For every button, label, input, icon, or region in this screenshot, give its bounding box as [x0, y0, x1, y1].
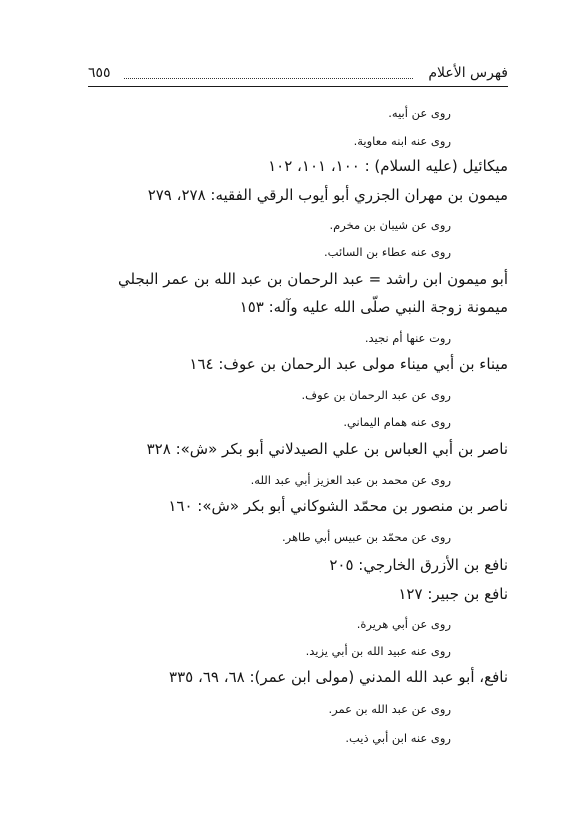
index-subline: روى عنه ابنه معاوية.: [353, 134, 451, 148]
header-title: فهرس الأعلام: [428, 65, 508, 81]
index-subline: روى عن محمد بن عبد العزيز أبي عبد الله.: [250, 473, 451, 487]
index-subline: روت عنها أم نجيد.: [364, 331, 451, 345]
index-subline: روى عن أبيه.: [388, 106, 451, 120]
index-subline: روى عن عبد الرحمان بن عوف.: [301, 388, 451, 402]
index-entry: ميمون بن مهران الجزري أبو أيوب الرقي الفقيه: ٢٧٨، ٢٧٩: [147, 186, 508, 204]
index-subline: روى عنه عبيد الله بن أبي يزيد.: [305, 644, 451, 658]
index-entry: ميكائيل (عليه السلام) : ١٠٠، ١٠١، ١٠٢: [268, 157, 508, 175]
index-entry: ميناء بن أبي ميناء مولى عبد الرحمان بن عوف: ١٦٤: [189, 355, 508, 373]
index-subline: روى عن شيبان بن مخرم.: [329, 218, 451, 232]
page-number: ٦٥٥: [88, 65, 111, 81]
index-subline: روى عن محمّد بن عبيس أبي طاهر.: [281, 530, 451, 544]
index-entry: ناصر بن منصور بن محمّد الشوكاني أبو بكر «ش»: ١٦٠: [168, 497, 508, 515]
index-entry: نافع بن جبير: ١٢٧: [398, 585, 508, 603]
index-subline: روى عنه ابن أبي ذيب.: [345, 731, 451, 745]
index-entry: ميمونة زوجة النبي صلّى الله عليه وآله: ١٥٣: [239, 298, 508, 316]
index-subline: روى عنه عطاء بن السائب.: [324, 245, 451, 259]
index-entry: أبو ميمون ابن راشد = عبد الرحمان بن عبد الله بن عمر البجلي: [118, 270, 508, 288]
index-subline: روى عن أبي هريرة.: [356, 617, 451, 631]
index-subline: روى عن عبد الله بن عمر.: [328, 702, 451, 716]
index-entry: نافع بن الأزرق الخارجي: ٢٠٥: [329, 556, 508, 574]
index-entry: ناصر بن أبي العباس بن علي الصيدلاني أبو بكر «ش»: ٣٢٨: [146, 440, 508, 458]
index-entry: نافع، أبو عبد الله المدني (مولى ابن عمر): ٦٨، ٦٩، ٣٣٥: [169, 668, 508, 686]
index-subline: روى عنه همام اليماني.: [343, 415, 451, 429]
